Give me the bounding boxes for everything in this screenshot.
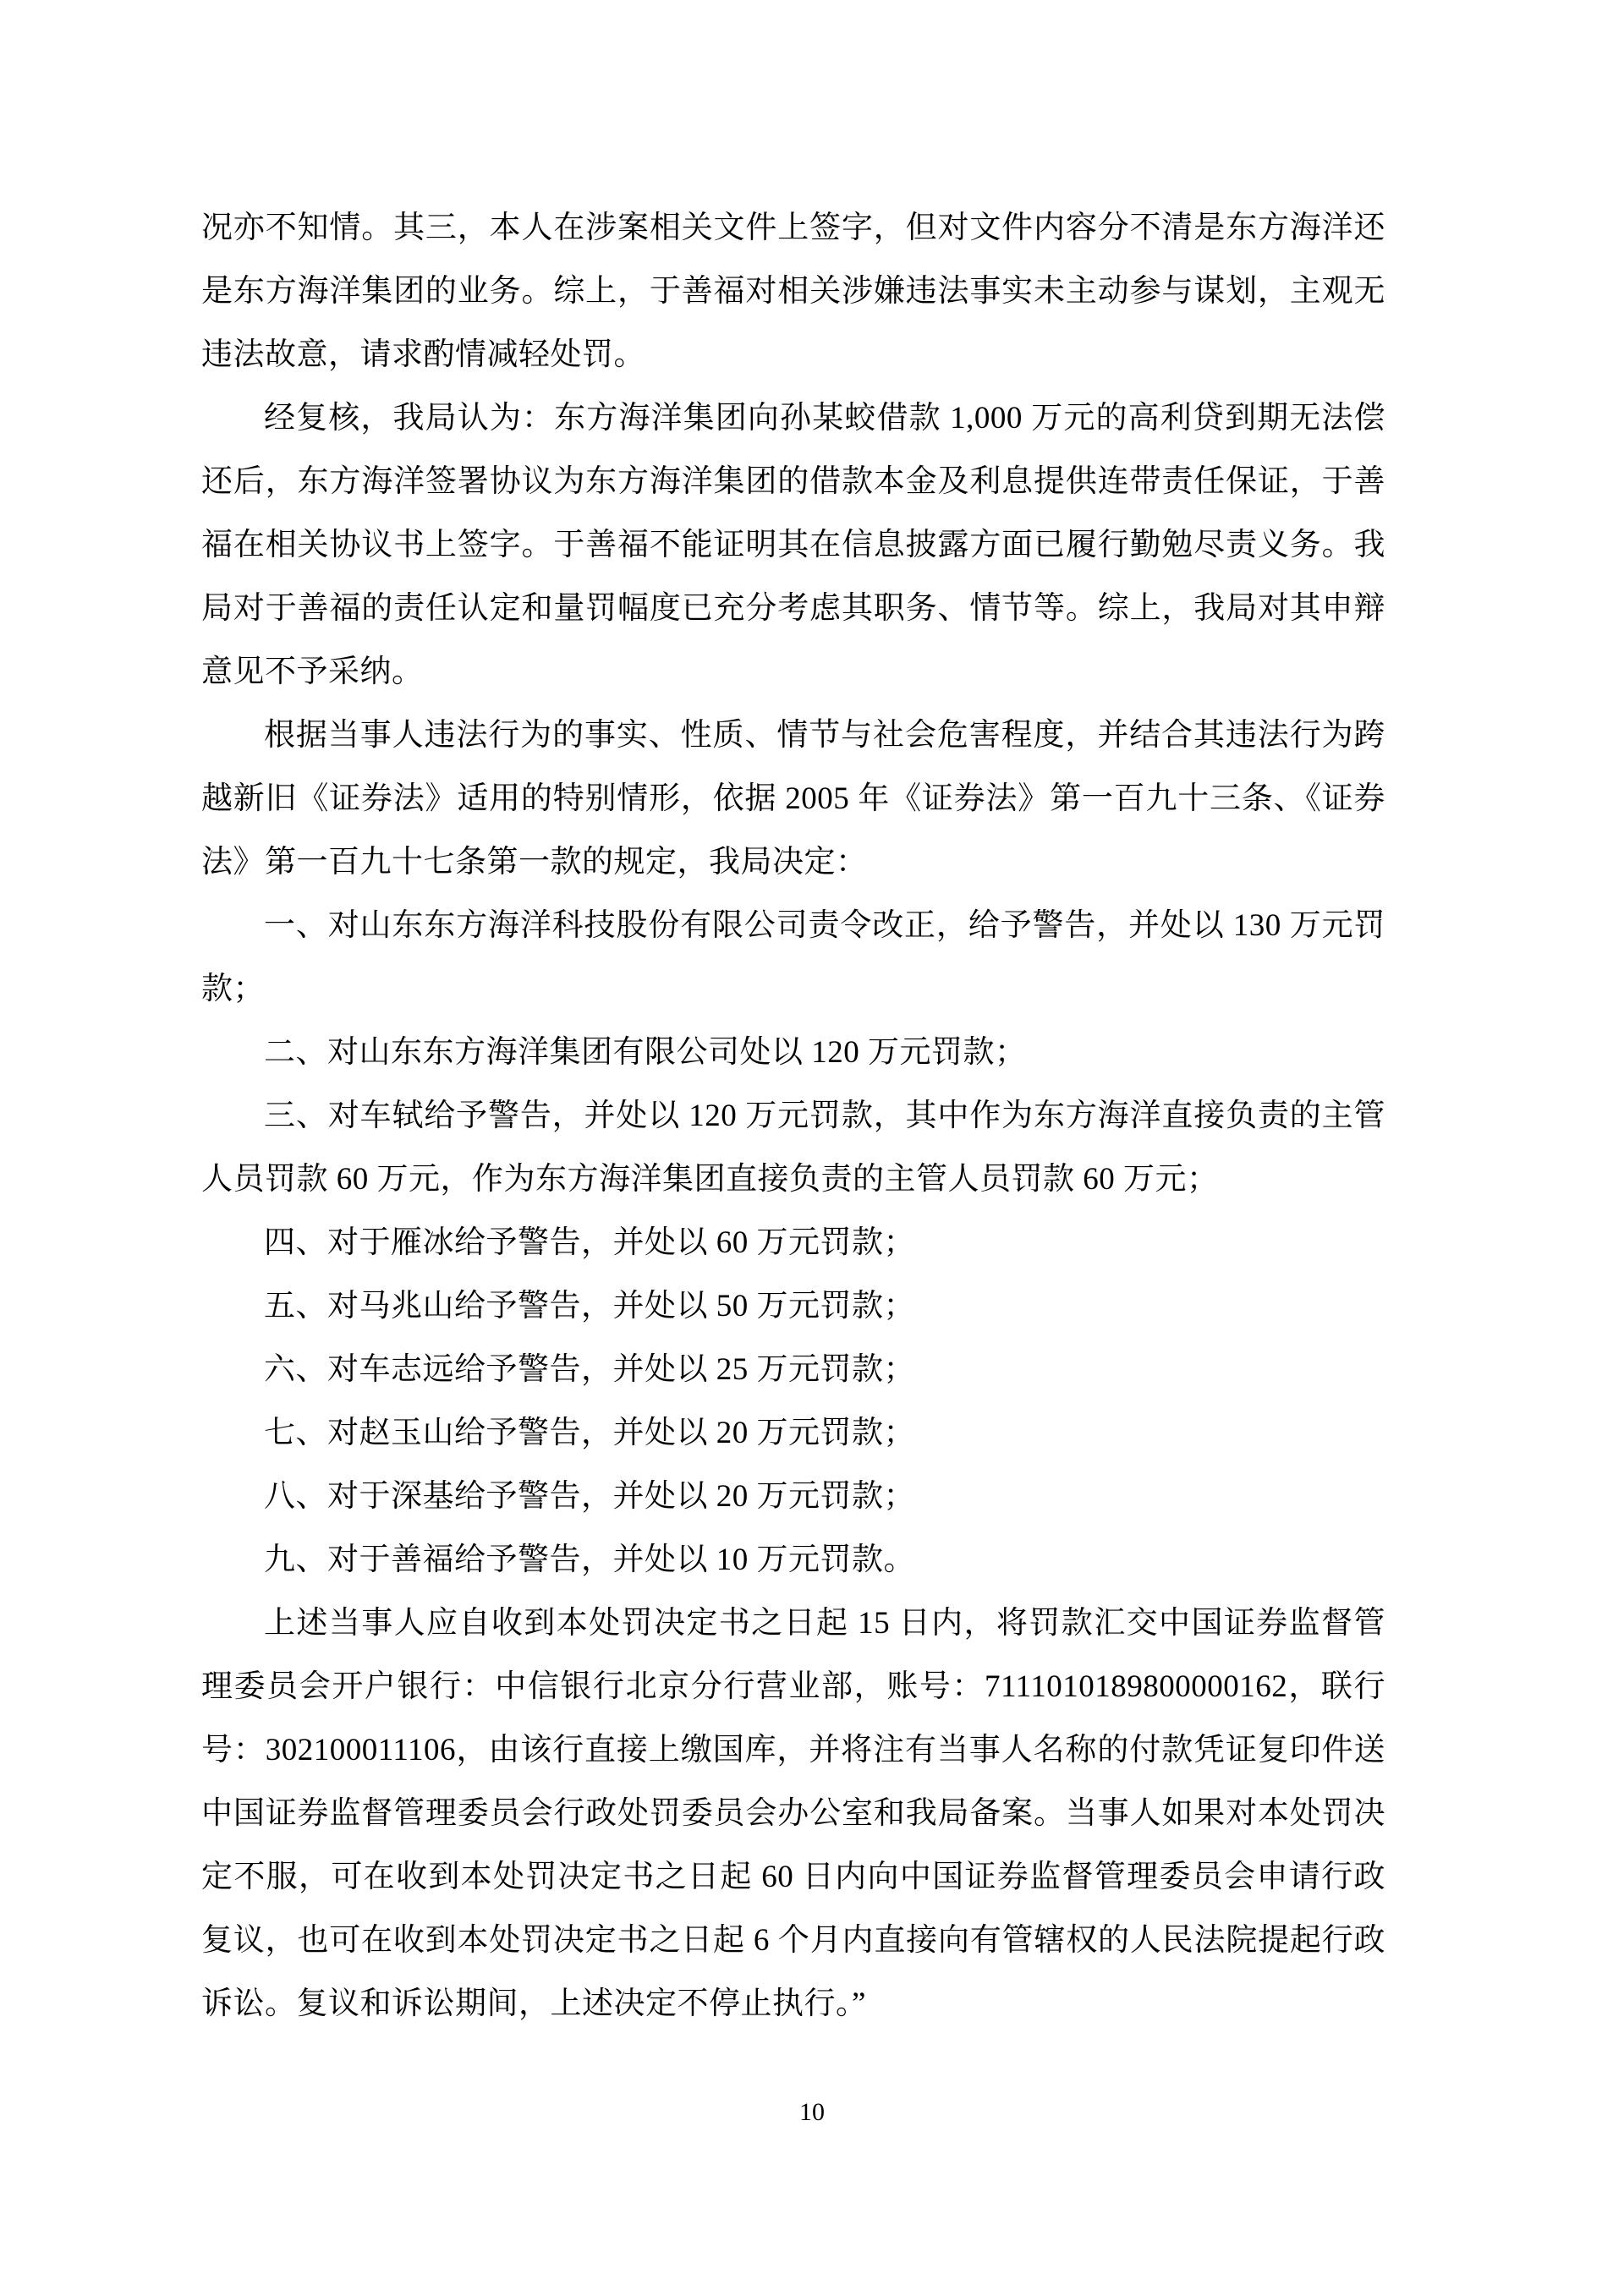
decision-item-9: 九、对于善福给予警告，并处以 10 万元罚款。: [264, 1543, 915, 1577]
document-body: [201, 196, 1385, 2036]
page-number: 10: [799, 2098, 825, 2126]
paragraph-continuation: 况亦不知情。其三，本人在涉案相关文件上签字，但对文件内容分不清是东方海洋还是东方海洋集团的业务。综上，于善福对相关涉嫌违法事实未主动参与谋划，主观无违法故意，请求酌情减轻处罚。: [201, 211, 1385, 372]
decision-item-3: 三、对车轼给予警告，并处以 120 万元罚款，其中作为东方海洋直接负责的主管人员罚款 60 万元，作为东方海洋集团直接负责的主管人员罚款 60 万元；: [201, 1099, 1385, 1197]
decision-item-7: 七、对赵玉山给予警告，并处以 20 万元罚款；: [264, 1416, 915, 1450]
decision-item-4: 四、对于雁冰给予警告，并处以 60 万元罚款；: [264, 1225, 915, 1260]
paragraph-review-conclusion: 经复核，我局认为：东方海洋集团向孙某蛟借款 1,000 万元的高利贷到期无法偿还后，东方海洋签署协议为东方海洋集团的借款本金及利息提供连带责任保证，于善福在相关协议书上签字。于善福不能证明其在信息披露方面已履行勤勉尽责义务。我局对于善福的责任认定和量罚幅度已充分考虑其职务、情节等。综上，我局对其申辩意见不予采纳。: [201, 401, 1385, 689]
decision-item-8: 八、对于深基给予警告，并处以 20 万元罚款；: [264, 1479, 915, 1514]
decision-item-2: 二、对山东东方海洋集团有限公司处以 120 万元罚款；: [264, 1035, 1027, 1070]
decision-item-5: 五、对马兆山给予警告，并处以 50 万元罚款；: [264, 1289, 915, 1323]
decision-item-6: 六、对车志远给予警告，并处以 25 万元罚款；: [264, 1352, 915, 1387]
paragraph-legal-basis: 根据当事人违法行为的事实、性质、情节与社会危害程度，并结合其违法行为跨越新旧《证券法》适用的特别情形，依据 2005 年《证券法》第一百九十三条、《证券法》第一百九十七条第一款的规定，我局决定：: [201, 718, 1385, 879]
paragraph-payment-and-appeal: 上述当事人应自收到本处罚决定书之日起 15 日内，将罚款汇交中国证券监督管理委员会开户银行：中信银行北京分行营业部，账号：7111010189800000162，联行号：302100011106，由该行直接上缴国库，并将注有当事人名称的付款凭证复印件送中国证券监督管理委员会行政处罚委员会办公室和我局备案。当事人如果对本处罚决定不服，可在收到本处罚决定书之日起 60 日内向中国证券监督管理委员会申请行政复议，也可在收到本处罚决定书之日起 6 个月内直接向有管辖权的人民法院提起行政诉讼。复议和诉讼期间，上述决定不停止执行。”: [201, 1606, 1385, 2021]
decision-item-1: 一、对山东东方海洋科技股份有限公司责令改正，给予警告，并处以 130 万元罚款；: [201, 908, 1385, 1006]
